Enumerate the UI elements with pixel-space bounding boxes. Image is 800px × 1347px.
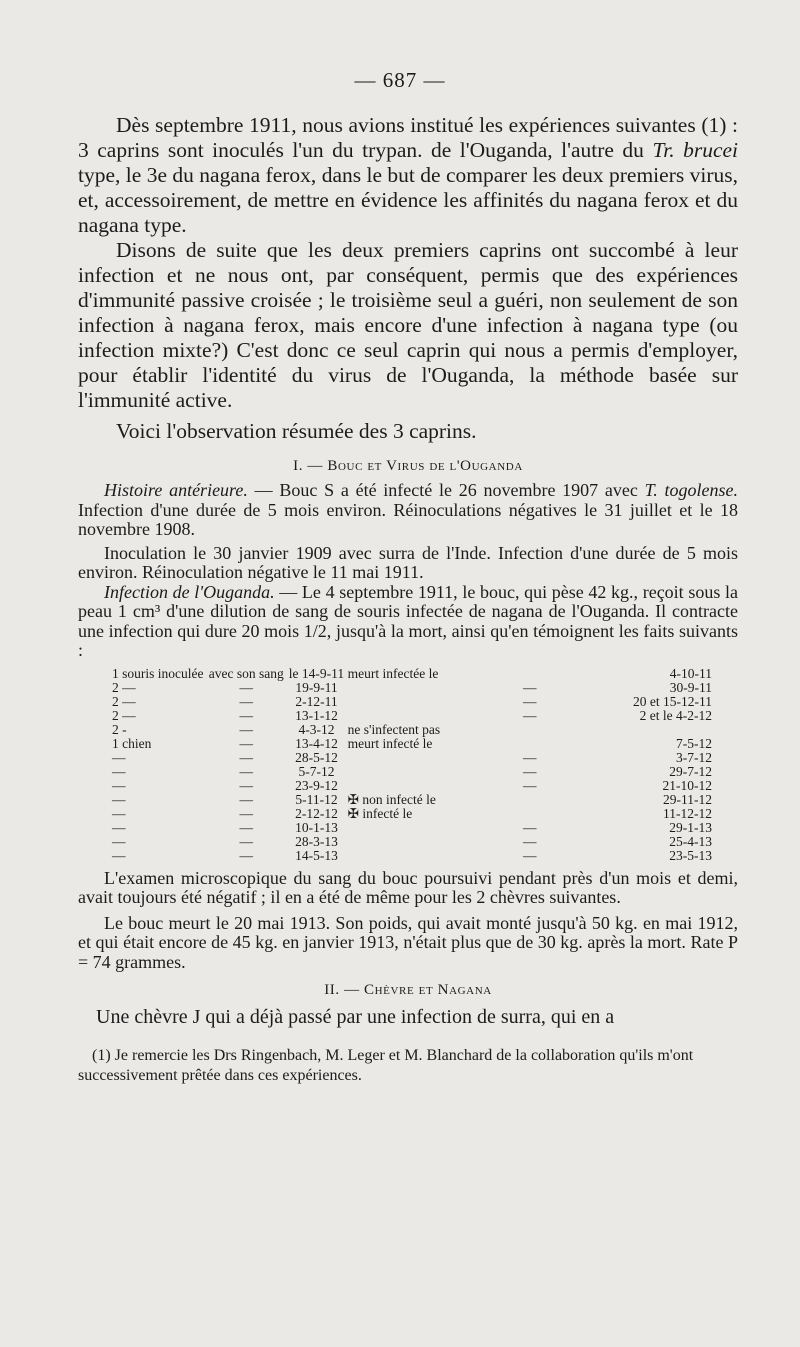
table-cell: —	[523, 693, 537, 709]
table-cell	[348, 695, 462, 709]
table-cell: —	[239, 777, 253, 793]
history-text-a: — Bouc S a été infecté le 26 novembre 1907 avec	[254, 480, 638, 500]
table-cell: —	[523, 749, 537, 765]
table-cell: —	[239, 791, 253, 807]
table-cell: —	[112, 847, 126, 863]
table-cell	[348, 681, 462, 695]
table-row	[112, 765, 712, 779]
history-italic: T. togolense.	[644, 480, 739, 500]
table-row	[112, 751, 712, 765]
table-cell: 2 —	[112, 679, 136, 695]
table-row	[112, 737, 712, 751]
table-cell: 11-12-12	[663, 805, 712, 821]
table-cell: —	[239, 819, 253, 835]
table-cell: le 14-9-11	[288, 665, 345, 681]
table-cell: meurt infectée le	[347, 665, 439, 681]
table-cell: 10-1-13	[295, 819, 338, 835]
intro-italic: Tr. brucei	[652, 138, 739, 162]
table-row	[112, 681, 712, 695]
table-cell: meurt infecté le	[347, 735, 433, 751]
table-cell: 5-11-12	[295, 791, 338, 807]
table-row	[112, 821, 712, 835]
table-cell: —	[112, 791, 126, 807]
table-cell: avec son sang	[208, 665, 284, 681]
table-cell: —	[112, 749, 126, 765]
table-cell: 2 -	[112, 721, 127, 737]
ouganda-label: Infection de l'Ouganda.	[104, 581, 275, 602]
table-cell: 4-10-11	[669, 665, 712, 681]
table-cell: —	[239, 847, 253, 863]
table-cell: ✠ infecté le	[347, 805, 413, 821]
table-cell: —	[239, 707, 253, 723]
table-cell: —	[239, 735, 253, 751]
table-row	[112, 779, 712, 793]
history-label: Histoire antérieure.	[104, 480, 248, 500]
table-cell: —	[239, 749, 253, 765]
table-cell: —	[523, 777, 537, 793]
paragraph-exam: L'examen microscopique du sang du bouc poursuivi pendant près d'un mois et demi, avait toujours été négatif ; il en a été de même pour les 2 chèvres suivantes.	[78, 867, 738, 907]
table-cell: 13-1-12	[295, 707, 338, 723]
paragraph-chevre: Une chèvre J qui a déjà passé par une infection de surra, qui en a	[96, 1006, 615, 1028]
table-cell: 1 souris inoculée	[112, 665, 204, 681]
table-cell: —	[523, 679, 537, 695]
table-cell: —	[239, 693, 253, 709]
paragraph-death: Le bouc meurt le 20 mai 1913. Son poids, qui avait monté jusqu'à 50 kg. en mai 1912, et qui était encore de 45 kg. en janvier 1913, n'était plus que de 30 kg. après la mort. Rate P = 74 grammes.	[78, 912, 738, 972]
table-cell: 5-7-12	[298, 763, 335, 779]
table-cell	[348, 821, 462, 835]
table-cell: 29-1-13	[669, 819, 712, 835]
footnote: (1) Je remercie les Drs Ringenbach, M. Leger et M. Blanchard de la collaboration qu'ils m'ont successivement prêtée dans ces expériences.	[78, 1047, 694, 1084]
table-cell	[348, 751, 462, 765]
table-cell: —	[112, 763, 126, 779]
history-text-b: Infection d'une durée de 5 mois environ. Réinoculations négatives le 31 juillet et le 18 novembre 1908.	[78, 499, 738, 539]
table-cell	[462, 793, 597, 807]
table-cell: 2-12-12	[295, 805, 338, 821]
table-cell	[348, 709, 462, 723]
table-row	[112, 723, 712, 737]
table-cell	[348, 835, 462, 849]
table-cell: 14-5-13	[295, 847, 338, 863]
table-cell: 4-3-12	[298, 721, 335, 737]
table-cell: —	[239, 805, 253, 821]
page-number: — 687 —	[354, 68, 446, 92]
page-body	[78, 113, 738, 1086]
observation-table	[112, 667, 712, 863]
table-cell	[348, 765, 462, 779]
table-cell: 7-5-12	[676, 735, 712, 751]
table-cell: 29-7-12	[669, 763, 712, 779]
table-cell: —	[112, 833, 126, 849]
table-cell	[348, 849, 462, 863]
table-cell: 2-12-11	[295, 693, 338, 709]
paragraph-observation: Voici l'observation résumée des 3 caprins.	[116, 419, 477, 443]
table-cell: —	[112, 805, 126, 821]
table-cell	[462, 667, 597, 681]
table-cell: —	[523, 763, 537, 779]
table-row	[112, 807, 712, 821]
table-cell: 30-9-11	[669, 679, 712, 695]
section-heading-1: I. — Bouc et Virus de l'Ouganda	[293, 458, 523, 474]
table-cell: 29-11-12	[663, 791, 712, 807]
paragraph-results: Disons de suite que les deux premiers caprins ont succombé à leur infection et ne nous ont, par conséquent, permis que des expériences d'immunité passive croisée ; le troisième seul a guéri, non seulement de son infection à nagana ferox, mais encore d'une infection à nagana type (ou infection mixte?) C'est donc ce seul caprin qui nous a permis d'employer, pour établir l'identité du virus de l'Ouganda, la méthode basée sur l'immunité active.	[78, 238, 738, 412]
table-row	[112, 849, 712, 863]
table-cell: 2 —	[112, 707, 136, 723]
table-cell: —	[239, 833, 253, 849]
table-cell: 13-4-12	[295, 735, 338, 751]
intro-text: Dès septembre 1911, nous avions institué les expériences suivantes (1) : 3 caprins sont inoculés l'un du trypan. de l'Ouganda, l'autre du	[78, 113, 738, 162]
table-cell: 28-5-12	[295, 749, 338, 765]
table-cell: 3-7-12	[676, 749, 712, 765]
table-cell	[462, 807, 597, 821]
table-cell: —	[523, 819, 537, 835]
table-cell: —	[523, 833, 537, 849]
table-cell: 28-3-13	[295, 833, 338, 849]
table-row	[112, 793, 712, 807]
ouganda-text: — Le 4 septembre 1911, le bouc, qui pèse 42 kg., reçoit sous la peau 1 cm³ d'une dilution de sang de souris infectée de nagana de l'Ouganda. Il contracte une infection qui dure 20 mois 1/2, jusqu'à la mort, ainsi qu'en témoignent les faits suivants :	[78, 581, 738, 660]
table-cell: 2 —	[112, 693, 136, 709]
paragraph-intro	[78, 113, 738, 238]
table-cell: ✠ non infecté le	[347, 791, 436, 807]
table-cell: 19-9-11	[295, 679, 338, 695]
table-row	[112, 667, 712, 681]
table-cell: —	[523, 707, 537, 723]
table-cell: —	[112, 819, 126, 835]
table-cell: 21-10-12	[662, 777, 712, 793]
table-cell: 23-9-12	[295, 777, 338, 793]
paragraph-history	[78, 481, 738, 540]
table-row	[112, 695, 712, 709]
table-cell: ne s'infectent pas	[347, 721, 441, 737]
table-row	[112, 709, 712, 723]
table-cell: 2 et le 4-2-12	[639, 707, 712, 723]
table-cell	[348, 779, 462, 793]
paragraph-inoculation: Inoculation le 30 janvier 1909 avec surra de l'Inde. Infection d'une durée de 5 mois environ. Réinoculation négative le 11 mai 1911.	[78, 542, 738, 582]
section-heading-2: II. — Chèvre et Nagana	[324, 982, 492, 998]
table-cell: 25-4-13	[669, 833, 712, 849]
table-row	[112, 835, 712, 849]
table-cell: 1 chien	[112, 735, 152, 751]
table-cell	[462, 737, 597, 751]
table-cell: —	[239, 721, 253, 737]
table-cell: —	[239, 679, 253, 695]
paragraph-ouganda	[78, 583, 738, 661]
intro-tail: type, le 3e du nagana ferox, dans le but de comparer les deux premiers virus, et, accessoirement, de mettre en évidence les affinités du nagana ferox et du nagana type.	[78, 163, 738, 237]
table-cell	[597, 723, 712, 737]
table-cell: —	[239, 763, 253, 779]
table-cell: 23-5-13	[669, 847, 712, 863]
table-cell: 20 et 15-12-11	[633, 693, 712, 709]
table-cell	[462, 723, 597, 737]
table-cell: —	[112, 777, 126, 793]
table-cell: —	[523, 847, 537, 863]
